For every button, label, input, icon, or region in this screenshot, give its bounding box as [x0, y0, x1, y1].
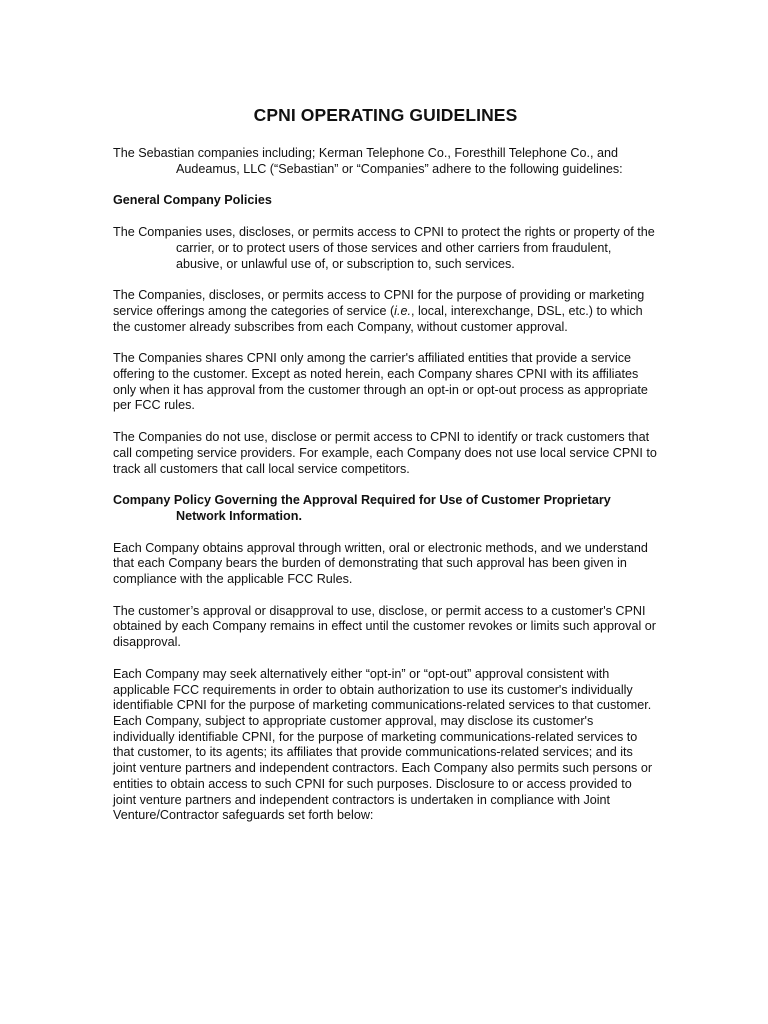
- section-heading-approval-policy: Company Policy Governing the Approval Required for Use of Customer Proprietary Network Information.: [113, 493, 611, 523]
- section-heading-general-policies: General Company Policies: [113, 193, 272, 208]
- document-title: CPNI OPERATING GUIDELINES: [253, 105, 518, 125]
- approval-paragraph-2: The customer’s approval or disapproval to use, disclose, or permit access to a customer's CPNI obtained by each Company remains in effect until the customer revokes or limits such approval or disapproval.: [113, 603, 656, 650]
- approval-paragraph-3: Each Company may seek alternatively either “opt-in” or “opt-out” approval consistent with applicable FCC requirements in order to obtain authorization to use its customer's individually identifiable CPNI for the purpose of marketing communications-related services to that customer. Each Company, subject to appropriate customer approval, may disclose its customer's individually identifiable CPNI, for the purpose of marketing communications-related services to that customer, to its agents; its affiliates that provide communications-related services; and its joint venture partners and independent contractors. Each Company also permits such persons or entities to obtain access to such CPNI for such purposes. Disclosure to or access provided to joint venture partners and independent contractors is undertaken in compliance with Joint Venture/Contractor safeguards set forth below:: [113, 666, 653, 823]
- intro-paragraph: The Sebastian companies including; Kerman Telephone Co., Foresthill Telephone Co., and Audeamus, LLC (“Sebastian” or “Companies” adhere to the following guidelines:: [113, 146, 623, 176]
- general-policy-paragraph-2: [113, 288, 658, 335]
- general-policy-paragraph-4: The Companies do not use, disclose or permit access to CPNI to identify or track customers that call competing service providers. For example, each Company does not use local service CPNI to track all customers that call local service competitors.: [113, 430, 657, 476]
- paragraph-2-ie-italic: i.e.: [394, 303, 411, 318]
- general-policy-paragraph-3: The Companies shares CPNI only among the carrier's affiliated entities that provide a service offering to the customer. Except as noted herein, each Company shares CPNI with its affiliates only when it has approval from the customer through an opt-in or opt-out process as appropriate per FCC rules.: [113, 351, 648, 413]
- paragraph-2-text-end: , local, interexchange, DSL, etc.) to which the customer already subscribes from each Company, without customer approval.: [113, 303, 643, 334]
- document-page: [113, 104, 658, 824]
- paragraph-2-text-start: The Companies, discloses, or permits access to CPNI for the purpose of providing or marketing service offerings among the categories of service (: [113, 288, 645, 318]
- general-policy-paragraph-1: The Companies uses, discloses, or permits access to CPNI to protect the rights or property of the carrier, or to protect users of those services and other carriers from fraudulent, abusive, or unlawful use of, or subscription to, such services.: [113, 225, 655, 271]
- approval-paragraph-1: Each Company obtains approval through written, oral or electronic methods, and we understand that each Company bears the burden of demonstrating that such approval has been given in compliance with the applicable FCC Rules.: [113, 540, 648, 587]
